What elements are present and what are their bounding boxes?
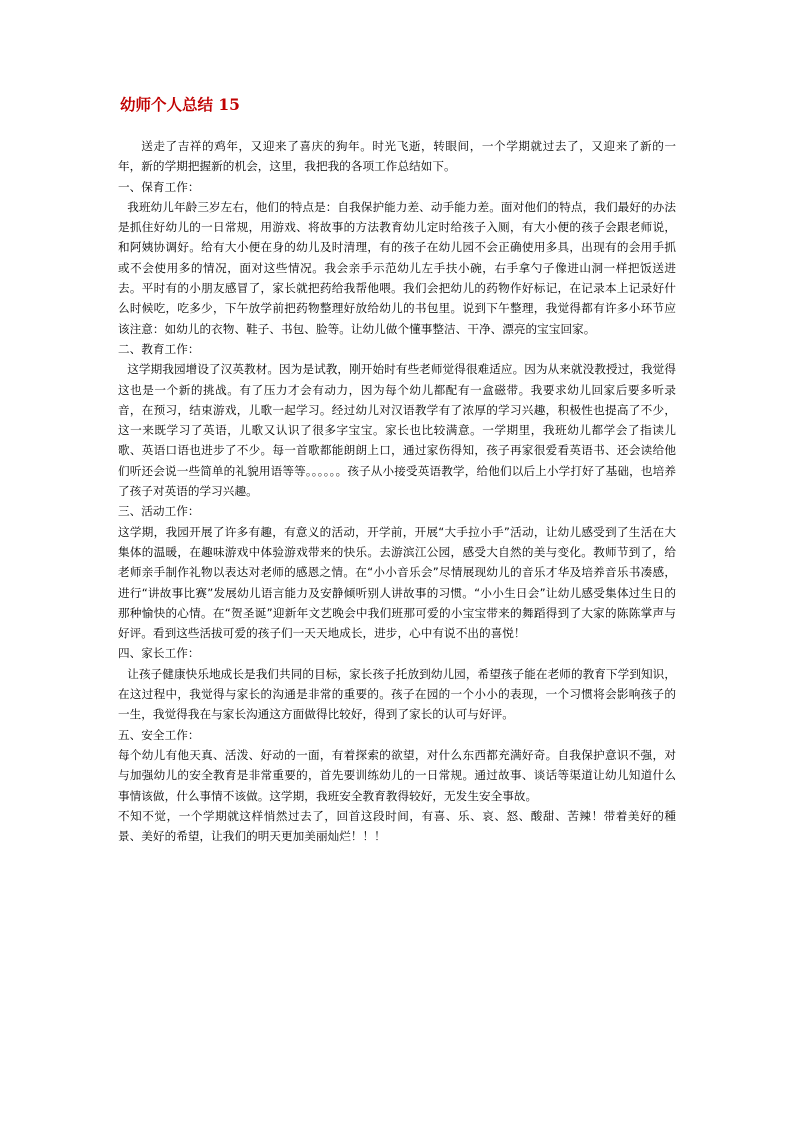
section-body-childcare: 我班幼儿年龄三岁左右，他们的特点是：自我保护能力差、动手能力差。面对他们的特点，我们最好的办法是抓住好幼儿的一日常规，用游戏、将故事的方法教育幼儿定时给孩子入厕，有大小便的孩子会跟老师说，和阿姨协调好。给有大小便在身的幼儿及时清理，有的孩子在幼儿园不会正确使用多具，出现有的会用手抓或不会使用多的情况，面对这些情况。我会亲手示范幼儿左手扶小碗，右手拿勺子像进山洞一样把饭送进去。平时有的小朋友感冒了，家长就把药给我帮他喂。我们会把幼儿的药物作好标记，在记录本上记录好什么时候吃，吃多少，下午放学前把药物整理好放给幼儿的书包里。说到下午整理，我觉得都有许多小环节应该注意：如幼儿的衣物、鞋子、书包、脸等。让幼儿做个懂事整洁、干净、漂亮的宝宝回家。 xyxy=(118,199,676,336)
conclusion-paragraph: 不知不觉，一个学期就这样悄然过去了，回首这段时间，有喜、乐、哀、怒、酸甜、苦辣！带着美好的種景、美好的希望，让我们的明天更加美丽灿烂！！！ xyxy=(118,808,676,844)
section-heading-education: 二、教育工作： xyxy=(118,341,200,356)
document-page xyxy=(118,94,676,846)
section-body-safety: 每个幼儿有他天真、活泼、好动的一面，有着探索的欲望，对什么东西都充满好奇。自我保护意识不强，对与加强幼儿的安全教育是非常重要的，首先要训练幼儿的一日常规。通过故事、谈话等渠道让幼儿知道什么事情该做，什么事情不该做。这学期，我班安全教育教得较好，无发生安全事故。 xyxy=(118,747,676,803)
section-heading-parents: 四、家长工作： xyxy=(118,646,200,661)
section-body-parents: 让孩子健康快乐地成长是我们共同的目标，家长孩子托放到幼儿园，希望孩子能在老师的教育下学到知识，在这过程中，我觉得与家长的沟通是非常的重要的。孩子在园的一个小小的表现，一个习惯将会影响孩子的一生，我觉得我在与家长沟通这方面做得比较好，得到了家长的认可与好评。 xyxy=(118,666,676,722)
section-body-education: 这学期我园增设了汉英教材。因为是试教，刚开始时有些老师觉得很难适应。因为从来就没教授过，我觉得这也是一个新的挑战。有了压力才会有动力，因为每个幼儿都配有一盒磁带。我要求幼儿回家后要多听录音，在预习，结束游戏，儿歌一起学习。经过幼儿对汉语教学有了浓厚的学习兴趣，积极性也提高了不少，这一来既学习了英语，儿歌又认识了很多字宝宝。家长也比较满意。一学期里，我班幼儿都学会了指读儿歌、英语口语也进步了不少。每一首歌都能朗朗上口，通过家伤得知，孩子再家很爱看英语书、还会读给他们听还会说一些简单的礼貌用语等等。。。。。。孩子从小接受英语教学，给他们以后上小学打好了基础，也培养了孩子对英语的学习兴趣。 xyxy=(118,362,676,499)
section-heading-activities: 三、活动工作： xyxy=(118,504,200,519)
section-body-activities: 这学期，我园开展了许多有趣，有意义的活动，开学前，开展“大手拉小手”活动，让幼儿感受到了生活在大集体的温暖，在趣味游戏中体验游戏带来的快乐。去游滨江公园，感受大自然的美与变化。教师节到了，给老师亲手制作礼物以表达对老师的感恩之情。在“小小音乐会”尽情展现幼儿的音乐才华及培养音乐书凑感，进行“讲故事比赛”发展幼儿语言能力及安静倾听别人讲故事的习惯。“小小生日会”让幼儿感受集体过生日的那种愉快的心情。在“贺圣诞”迎新年文艺晚会中我们班那可爱的小宝宝带来的舞蹈得到了大家的陈陈掌声与好评。看到这些活拔可爱的孩子们一天天地成长，进步，心中有说不出的喜悦！ xyxy=(118,524,676,641)
section-heading-childcare: 一、保育工作： xyxy=(118,179,200,194)
section-heading-safety: 五、安全工作： xyxy=(118,727,200,742)
page-title: 幼师个人总结 15 xyxy=(120,95,240,114)
intro-paragraph: 送走了吉祥的鸡年，又迎来了喜庆的狗年。时光飞逝，转眼间，一个学期就过去了，又迎来了新的一年，新的学期把握新的机会，这里，我把我的各项工作总结如下。 xyxy=(118,139,676,174)
